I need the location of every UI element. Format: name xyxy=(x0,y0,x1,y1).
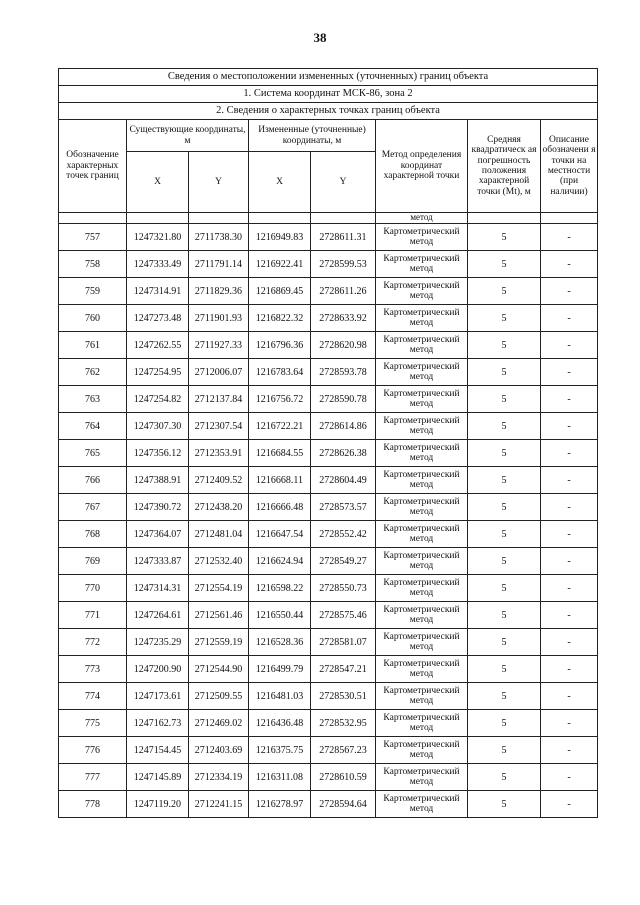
existing-x-cell: 1247307.30 xyxy=(127,413,189,440)
changed-x-cell: 1216922.41 xyxy=(249,251,311,278)
changed-x-cell: 1216647.54 xyxy=(249,521,311,548)
method-cell: Картометрический метод xyxy=(376,602,468,629)
description-cell: - xyxy=(541,413,598,440)
point-id-cell: 768 xyxy=(59,521,127,548)
table-row xyxy=(59,575,598,602)
accuracy-cell: 5 xyxy=(468,521,541,548)
changed-y-cell: 2728633.92 xyxy=(311,305,376,332)
header-description: Описание обозначени я точки на местности (при наличии) xyxy=(541,120,598,213)
method-cell: Картометрический метод xyxy=(376,332,468,359)
changed-y-cell: 2728614.86 xyxy=(311,413,376,440)
description-cell: - xyxy=(541,494,598,521)
changed-x-cell: 1216668.11 xyxy=(249,467,311,494)
point-id-cell: 771 xyxy=(59,602,127,629)
description-cell: - xyxy=(541,278,598,305)
method-cell: Картометрический метод xyxy=(376,251,468,278)
point-id-cell: 770 xyxy=(59,575,127,602)
point-id-cell: 769 xyxy=(59,548,127,575)
section-title: Сведения о местоположении измененных (уточненных) границ объекта xyxy=(59,69,598,86)
header-changed-y: Y xyxy=(311,152,376,213)
changed-x-cell: 1216499.79 xyxy=(249,656,311,683)
method-cell: Картометрический метод xyxy=(376,737,468,764)
accuracy-cell: 5 xyxy=(468,602,541,629)
changed-x-cell: 1216684.55 xyxy=(249,440,311,467)
method-cell: Картометрический метод xyxy=(376,629,468,656)
accuracy-cell: 5 xyxy=(468,440,541,467)
existing-x-cell: 1247314.91 xyxy=(127,278,189,305)
existing-y-cell: 2712561.46 xyxy=(189,602,249,629)
existing-y-cell: 2712409.52 xyxy=(189,467,249,494)
table-row xyxy=(59,386,598,413)
description-cell: - xyxy=(541,386,598,413)
table-row xyxy=(59,467,598,494)
existing-y-cell: 2712241.15 xyxy=(189,791,249,818)
description-cell: - xyxy=(541,305,598,332)
point-id-cell: 773 xyxy=(59,656,127,683)
existing-x-cell: 1247356.12 xyxy=(127,440,189,467)
accuracy-cell: 5 xyxy=(468,683,541,710)
changed-x-cell: 1216528.36 xyxy=(249,629,311,656)
existing-y-cell: 2711927.33 xyxy=(189,332,249,359)
description-cell: - xyxy=(541,602,598,629)
accuracy-cell: 5 xyxy=(468,332,541,359)
description-cell: - xyxy=(541,359,598,386)
accuracy-cell: 5 xyxy=(468,359,541,386)
changed-y-cell: 2728547.21 xyxy=(311,656,376,683)
changed-x-cell: 1216624.94 xyxy=(249,548,311,575)
table-row xyxy=(59,683,598,710)
table-row xyxy=(59,629,598,656)
existing-y-cell: 2712509.55 xyxy=(189,683,249,710)
boundary-points-table xyxy=(58,68,598,818)
accuracy-cell: 5 xyxy=(468,737,541,764)
point-id-cell: 776 xyxy=(59,737,127,764)
description-cell: - xyxy=(541,548,598,575)
method-cell: Картометрический метод xyxy=(376,224,468,251)
table-row xyxy=(59,305,598,332)
description-cell: - xyxy=(541,332,598,359)
existing-y-cell: 2712532.40 xyxy=(189,548,249,575)
accuracy-cell: 5 xyxy=(468,575,541,602)
spacer-cell xyxy=(59,213,127,224)
point-id-cell: 765 xyxy=(59,440,127,467)
method-cell: Картометрический метод xyxy=(376,386,468,413)
description-cell: - xyxy=(541,764,598,791)
existing-x-cell: 1247162.73 xyxy=(127,710,189,737)
table-row xyxy=(59,521,598,548)
existing-x-cell: 1247235.29 xyxy=(127,629,189,656)
description-cell: - xyxy=(541,251,598,278)
point-id-cell: 759 xyxy=(59,278,127,305)
header-existing-x: X xyxy=(127,152,189,213)
header-existing-coords: Существующие координаты, м xyxy=(127,120,249,152)
existing-x-cell: 1247173.61 xyxy=(127,683,189,710)
method-cell: Картометрический метод xyxy=(376,413,468,440)
point-id-cell: 774 xyxy=(59,683,127,710)
accuracy-cell: 5 xyxy=(468,224,541,251)
existing-x-cell: 1247388.91 xyxy=(127,467,189,494)
existing-y-cell: 2712559.19 xyxy=(189,629,249,656)
method-cell: Картометрический метод xyxy=(376,278,468,305)
changed-x-cell: 1216949.83 xyxy=(249,224,311,251)
point-id-cell: 764 xyxy=(59,413,127,440)
changed-y-cell: 2728575.46 xyxy=(311,602,376,629)
existing-x-cell: 1247333.87 xyxy=(127,548,189,575)
accuracy-cell: 5 xyxy=(468,305,541,332)
accuracy-cell: 5 xyxy=(468,386,541,413)
changed-x-cell: 1216822.32 xyxy=(249,305,311,332)
existing-y-cell: 2712544.90 xyxy=(189,656,249,683)
existing-x-cell: 1247254.82 xyxy=(127,386,189,413)
changed-x-cell: 1216756.72 xyxy=(249,386,311,413)
changed-y-cell: 2728594.64 xyxy=(311,791,376,818)
existing-x-cell: 1247200.90 xyxy=(127,656,189,683)
point-id-cell: 766 xyxy=(59,467,127,494)
method-cell: Картометрический метод xyxy=(376,548,468,575)
spacer-cell xyxy=(541,213,598,224)
accuracy-cell: 5 xyxy=(468,791,541,818)
description-cell: - xyxy=(541,656,598,683)
table-row xyxy=(59,251,598,278)
changed-y-cell: 2728610.59 xyxy=(311,764,376,791)
accuracy-cell: 5 xyxy=(468,413,541,440)
method-cell: Картометрический метод xyxy=(376,683,468,710)
changed-y-cell: 2728590.78 xyxy=(311,386,376,413)
accuracy-cell: 5 xyxy=(468,278,541,305)
changed-x-cell: 1216436.48 xyxy=(249,710,311,737)
changed-y-cell: 2728581.07 xyxy=(311,629,376,656)
header-changed-coords: Измененные (уточненные) координаты, м xyxy=(249,120,376,152)
table-row xyxy=(59,764,598,791)
point-id-cell: 775 xyxy=(59,710,127,737)
table-row xyxy=(59,494,598,521)
existing-x-cell: 1247390.72 xyxy=(127,494,189,521)
accuracy-cell: 5 xyxy=(468,710,541,737)
point-id-cell: 758 xyxy=(59,251,127,278)
changed-x-cell: 1216550.44 xyxy=(249,602,311,629)
method-cell: Картометрический метод xyxy=(376,494,468,521)
existing-x-cell: 1247321.80 xyxy=(127,224,189,251)
accuracy-cell: 5 xyxy=(468,467,541,494)
existing-x-cell: 1247314.31 xyxy=(127,575,189,602)
existing-x-cell: 1247262.55 xyxy=(127,332,189,359)
description-cell: - xyxy=(541,791,598,818)
existing-y-cell: 2712307.54 xyxy=(189,413,249,440)
point-id-cell: 763 xyxy=(59,386,127,413)
changed-y-cell: 2728573.57 xyxy=(311,494,376,521)
changed-y-cell: 2728530.51 xyxy=(311,683,376,710)
header-existing-y: Y xyxy=(189,152,249,213)
description-cell: - xyxy=(541,629,598,656)
existing-y-cell: 2711738.30 xyxy=(189,224,249,251)
table-row xyxy=(59,737,598,764)
accuracy-cell: 5 xyxy=(468,494,541,521)
description-cell: - xyxy=(541,467,598,494)
accuracy-cell: 5 xyxy=(468,548,541,575)
table-row xyxy=(59,602,598,629)
changed-x-cell: 1216869.45 xyxy=(249,278,311,305)
table-row xyxy=(59,440,598,467)
accuracy-cell: 5 xyxy=(468,251,541,278)
table-row xyxy=(59,791,598,818)
table-row xyxy=(59,359,598,386)
point-id-cell: 762 xyxy=(59,359,127,386)
table-row xyxy=(59,332,598,359)
table-row xyxy=(59,656,598,683)
existing-y-cell: 2712438.20 xyxy=(189,494,249,521)
changed-x-cell: 1216375.75 xyxy=(249,737,311,764)
changed-x-cell: 1216311.08 xyxy=(249,764,311,791)
point-id-cell: 761 xyxy=(59,332,127,359)
existing-y-cell: 2712403.69 xyxy=(189,737,249,764)
changed-y-cell: 2728626.38 xyxy=(311,440,376,467)
method-cell: Картометрический метод xyxy=(376,359,468,386)
point-id-cell: 778 xyxy=(59,791,127,818)
point-id-cell: 777 xyxy=(59,764,127,791)
description-cell: - xyxy=(541,737,598,764)
changed-x-cell: 1216796.36 xyxy=(249,332,311,359)
header-accuracy: Средняя квадратическ ая погрешность положения характерной точки (Mt), м xyxy=(468,120,541,213)
header-method: Метод определения координат характерной точки xyxy=(376,120,468,213)
existing-y-cell: 2712006.07 xyxy=(189,359,249,386)
description-cell: - xyxy=(541,683,598,710)
changed-x-cell: 1216481.03 xyxy=(249,683,311,710)
method-cell: Картометрический метод xyxy=(376,656,468,683)
table-row xyxy=(59,548,598,575)
spacer-cell xyxy=(249,213,311,224)
existing-y-cell: 2712481.04 xyxy=(189,521,249,548)
existing-x-cell: 1247254.95 xyxy=(127,359,189,386)
table-row xyxy=(59,278,598,305)
existing-y-cell: 2712137.84 xyxy=(189,386,249,413)
changed-y-cell: 2728549.27 xyxy=(311,548,376,575)
point-id-cell: 760 xyxy=(59,305,127,332)
table-row xyxy=(59,413,598,440)
existing-y-cell: 2711901.93 xyxy=(189,305,249,332)
changed-x-cell: 1216722.21 xyxy=(249,413,311,440)
changed-x-cell: 1216666.48 xyxy=(249,494,311,521)
existing-x-cell: 1247119.20 xyxy=(127,791,189,818)
method-cell: Картометрический метод xyxy=(376,305,468,332)
description-cell: - xyxy=(541,575,598,602)
description-cell: - xyxy=(541,224,598,251)
method-cell: Картометрический метод xyxy=(376,764,468,791)
point-id-cell: 757 xyxy=(59,224,127,251)
subsection-title: 2. Сведения о характерных точках границ объекта xyxy=(59,103,598,120)
existing-y-cell: 2712334.19 xyxy=(189,764,249,791)
continuation-method: метод xyxy=(376,213,468,224)
changed-y-cell: 2728552.42 xyxy=(311,521,376,548)
changed-y-cell: 2728611.31 xyxy=(311,224,376,251)
header-point-id: Обозначение характерных точек границ xyxy=(59,120,127,213)
existing-x-cell: 1247273.48 xyxy=(127,305,189,332)
header-changed-x: X xyxy=(249,152,311,213)
changed-x-cell: 1216598.22 xyxy=(249,575,311,602)
coordinate-system: 1. Система координат МСК-86, зона 2 xyxy=(59,86,598,103)
spacer-cell xyxy=(127,213,189,224)
description-cell: - xyxy=(541,710,598,737)
changed-y-cell: 2728567.23 xyxy=(311,737,376,764)
existing-y-cell: 2712554.19 xyxy=(189,575,249,602)
existing-x-cell: 1247364.07 xyxy=(127,521,189,548)
existing-x-cell: 1247154.45 xyxy=(127,737,189,764)
table-row xyxy=(59,710,598,737)
existing-y-cell: 2712353.91 xyxy=(189,440,249,467)
existing-x-cell: 1247145.89 xyxy=(127,764,189,791)
method-cell: Картометрический метод xyxy=(376,791,468,818)
point-id-cell: 772 xyxy=(59,629,127,656)
description-cell: - xyxy=(541,521,598,548)
existing-y-cell: 2712469.02 xyxy=(189,710,249,737)
accuracy-cell: 5 xyxy=(468,764,541,791)
method-cell: Картометрический метод xyxy=(376,467,468,494)
method-cell: Картометрический метод xyxy=(376,521,468,548)
changed-x-cell: 1216278.97 xyxy=(249,791,311,818)
accuracy-cell: 5 xyxy=(468,629,541,656)
method-cell: Картометрический метод xyxy=(376,710,468,737)
changed-y-cell: 2728620.98 xyxy=(311,332,376,359)
changed-y-cell: 2728599.53 xyxy=(311,251,376,278)
changed-y-cell: 2728550.73 xyxy=(311,575,376,602)
spacer-cell xyxy=(311,213,376,224)
existing-y-cell: 2711791.14 xyxy=(189,251,249,278)
point-id-cell: 767 xyxy=(59,494,127,521)
changed-y-cell: 2728532.95 xyxy=(311,710,376,737)
method-cell: Картометрический метод xyxy=(376,575,468,602)
changed-y-cell: 2728593.78 xyxy=(311,359,376,386)
method-cell: Картометрический метод xyxy=(376,440,468,467)
existing-x-cell: 1247333.49 xyxy=(127,251,189,278)
spacer-cell xyxy=(468,213,541,224)
description-cell: - xyxy=(541,440,598,467)
changed-y-cell: 2728604.49 xyxy=(311,467,376,494)
spacer-cell xyxy=(189,213,249,224)
changed-y-cell: 2728611.26 xyxy=(311,278,376,305)
accuracy-cell: 5 xyxy=(468,656,541,683)
existing-y-cell: 2711829.36 xyxy=(189,278,249,305)
page-number: 38 xyxy=(313,30,327,45)
changed-x-cell: 1216783.64 xyxy=(249,359,311,386)
existing-x-cell: 1247264.61 xyxy=(127,602,189,629)
table-row xyxy=(59,224,598,251)
